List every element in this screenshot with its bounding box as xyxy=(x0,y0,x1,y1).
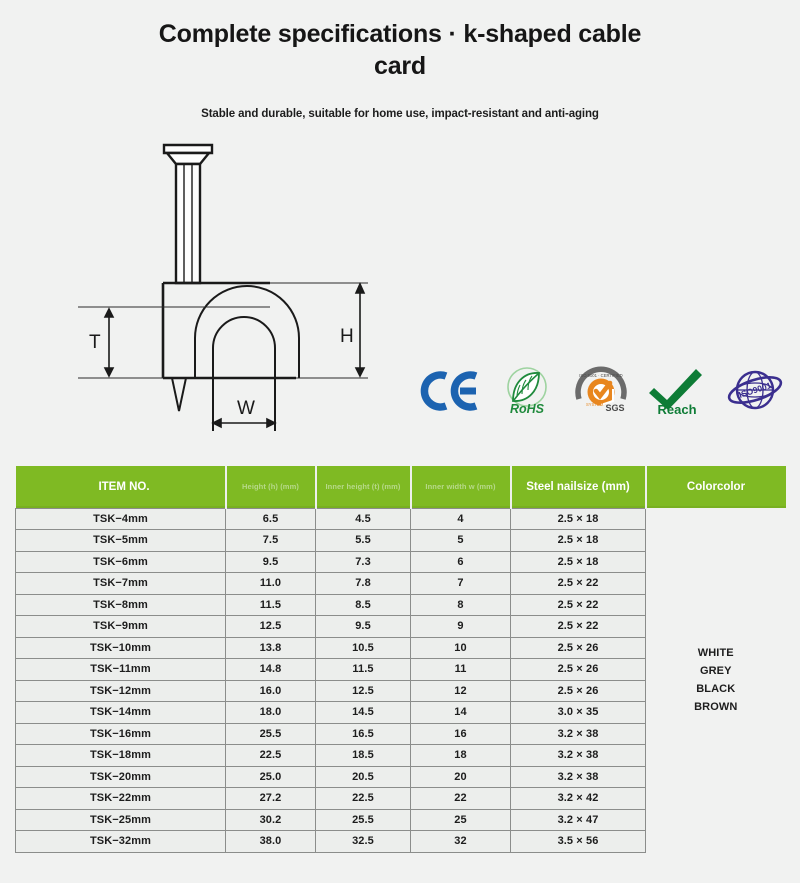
cell-inner-height: 25.5 xyxy=(316,809,411,831)
color-list xyxy=(646,644,786,716)
cell-inner-width: 25 xyxy=(411,809,511,831)
cell-steel-nailsize: 2.5 × 26 xyxy=(511,659,646,681)
cell-inner-width: 9 xyxy=(411,616,511,638)
cell-steel-nailsize: 3.2 × 38 xyxy=(511,766,646,788)
cell-item-no: TSK−12mm xyxy=(16,680,226,702)
cell-inner-width: 4 xyxy=(411,508,511,530)
cell-height: 30.2 xyxy=(226,809,316,831)
table-header-row xyxy=(16,466,786,508)
cell-inner-width: 32 xyxy=(411,831,511,853)
svg-text:SGS: SGS xyxy=(605,403,625,413)
svg-text:Reach: Reach xyxy=(657,402,697,416)
cell-steel-nailsize: 3.2 × 47 xyxy=(511,809,646,831)
color-option: BLACK xyxy=(696,683,736,695)
cell-item-no: TSK−18mm xyxy=(16,745,226,767)
cell-height: 22.5 xyxy=(226,745,316,767)
diagram-section xyxy=(0,120,800,440)
cell-item-no: TSK−16mm xyxy=(16,723,226,745)
column-header-height: Height (h) (mm) xyxy=(226,466,316,508)
cell-inner-width: 8 xyxy=(411,594,511,616)
cell-height: 27.2 xyxy=(226,788,316,810)
cell-inner-height: 16.5 xyxy=(316,723,411,745)
specification-table-wrapper xyxy=(0,466,800,853)
table-row xyxy=(16,508,786,530)
cell-item-no: TSK−8mm xyxy=(16,594,226,616)
k-shaped-cable-clip-diagram xyxy=(58,126,388,446)
cell-inner-height: 14.5 xyxy=(316,702,411,724)
cell-steel-nailsize: 3.2 × 38 xyxy=(511,745,646,767)
cell-inner-width: 6 xyxy=(411,551,511,573)
cell-item-no: TSK−14mm xyxy=(16,702,226,724)
cell-inner-height: 7.8 xyxy=(316,573,411,595)
cell-item-no: TSK−11mm xyxy=(16,659,226,681)
certification-logos xyxy=(420,366,790,416)
cell-inner-width: 12 xyxy=(411,680,511,702)
cell-height: 38.0 xyxy=(226,831,316,853)
cell-steel-nailsize: 3.2 × 42 xyxy=(511,788,646,810)
color-option: GREY xyxy=(699,665,732,677)
cell-height: 18.0 xyxy=(226,702,316,724)
cell-inner-height: 10.5 xyxy=(316,637,411,659)
cell-item-no: TSK−7mm xyxy=(16,573,226,595)
cell-steel-nailsize: 2.5 × 18 xyxy=(511,508,646,530)
cell-inner-height: 8.5 xyxy=(316,594,411,616)
cell-steel-nailsize: 3.0 × 35 xyxy=(511,702,646,724)
svg-text:SYSTEM: SYSTEM xyxy=(586,402,604,407)
specification-table xyxy=(15,466,786,853)
cell-item-no: TSK−4mm xyxy=(16,508,226,530)
color-option: BROWN xyxy=(694,701,738,713)
cell-steel-nailsize: 3.5 × 56 xyxy=(511,831,646,853)
cell-inner-height: 22.5 xyxy=(316,788,411,810)
cell-height: 25.5 xyxy=(226,723,316,745)
cell-steel-nailsize: 2.5 × 18 xyxy=(511,551,646,573)
column-header-inner-height: Inner height (t) (mm) xyxy=(316,466,411,508)
cell-item-no: TSK−32mm xyxy=(16,831,226,853)
cell-inner-width: 22 xyxy=(411,788,511,810)
cell-item-no: TSK−6mm xyxy=(16,551,226,573)
column-header-color: Colorcolor xyxy=(646,466,786,508)
cell-steel-nailsize: 2.5 × 22 xyxy=(511,616,646,638)
cell-height: 7.5 xyxy=(226,530,316,552)
cell-inner-height: 12.5 xyxy=(316,680,411,702)
cell-item-no: TSK−5mm xyxy=(16,530,226,552)
cell-inner-width: 7 xyxy=(411,573,511,595)
cell-inner-width: 5 xyxy=(411,530,511,552)
svg-text:RoHS: RoHS xyxy=(509,402,545,416)
cell-color-list xyxy=(646,508,786,852)
cell-item-no: TSK−9mm xyxy=(16,616,226,638)
cell-steel-nailsize: 2.5 × 26 xyxy=(511,637,646,659)
cell-inner-width: 20 xyxy=(411,766,511,788)
page-header xyxy=(0,0,800,120)
cell-inner-width: 11 xyxy=(411,659,511,681)
cell-height: 13.8 xyxy=(226,637,316,659)
cell-height: 16.0 xyxy=(226,680,316,702)
cell-steel-nailsize: 3.2 × 38 xyxy=(511,723,646,745)
cell-inner-height: 18.5 xyxy=(316,745,411,767)
cell-item-no: TSK−10mm xyxy=(16,637,226,659)
ce-logo-icon xyxy=(420,370,482,412)
column-header-inner-width: Inner width w (mm) xyxy=(411,466,511,508)
cell-height: 14.8 xyxy=(226,659,316,681)
cell-inner-width: 10 xyxy=(411,637,511,659)
cell-inner-width: 18 xyxy=(411,745,511,767)
cell-steel-nailsize: 2.5 × 18 xyxy=(511,530,646,552)
dimension-label-h: H xyxy=(340,326,354,347)
cell-inner-height: 7.3 xyxy=(316,551,411,573)
iso9001-logo-icon xyxy=(724,366,786,416)
cell-height: 12.5 xyxy=(226,616,316,638)
cell-steel-nailsize: 2.5 × 22 xyxy=(511,594,646,616)
cell-inner-height: 32.5 xyxy=(316,831,411,853)
cell-inner-height: 20.5 xyxy=(316,766,411,788)
cell-height: 25.0 xyxy=(226,766,316,788)
cell-inner-width: 14 xyxy=(411,702,511,724)
color-option: WHITE xyxy=(697,647,734,659)
sgs-logo-icon xyxy=(572,366,630,416)
reach-logo-icon xyxy=(646,366,708,416)
cell-height: 11.5 xyxy=(226,594,316,616)
cell-height: 11.0 xyxy=(226,573,316,595)
table-body xyxy=(16,508,786,852)
cell-item-no: TSK−22mm xyxy=(16,788,226,810)
cell-inner-height: 5.5 xyxy=(316,530,411,552)
page-title: Complete specifications · k-shaped cable card xyxy=(158,20,642,80)
column-header-steel-nailsize: Steel nailsize (mm) xyxy=(511,466,646,508)
cell-steel-nailsize: 2.5 × 22 xyxy=(511,573,646,595)
cell-inner-height: 11.5 xyxy=(316,659,411,681)
rohs-logo-icon xyxy=(498,366,556,416)
svg-text:ISO 9001 · CERTIFIED: ISO 9001 · CERTIFIED xyxy=(579,373,623,378)
cell-item-no: TSK−25mm xyxy=(16,809,226,831)
svg-text:ISO9001: ISO9001 xyxy=(737,380,773,400)
page-subtitle: Stable and durable, suitable for home use, impact-resistant and anti-aging xyxy=(201,108,599,120)
cell-item-no: TSK−20mm xyxy=(16,766,226,788)
cell-height: 6.5 xyxy=(226,508,316,530)
cell-steel-nailsize: 2.5 × 26 xyxy=(511,680,646,702)
column-header-item-no: ITEM NO. xyxy=(16,466,226,508)
cell-inner-width: 16 xyxy=(411,723,511,745)
dimension-label-w: W xyxy=(237,398,255,419)
cell-inner-height: 9.5 xyxy=(316,616,411,638)
dimension-label-t: T xyxy=(89,332,101,353)
cell-height: 9.5 xyxy=(226,551,316,573)
cell-inner-height: 4.5 xyxy=(316,508,411,530)
